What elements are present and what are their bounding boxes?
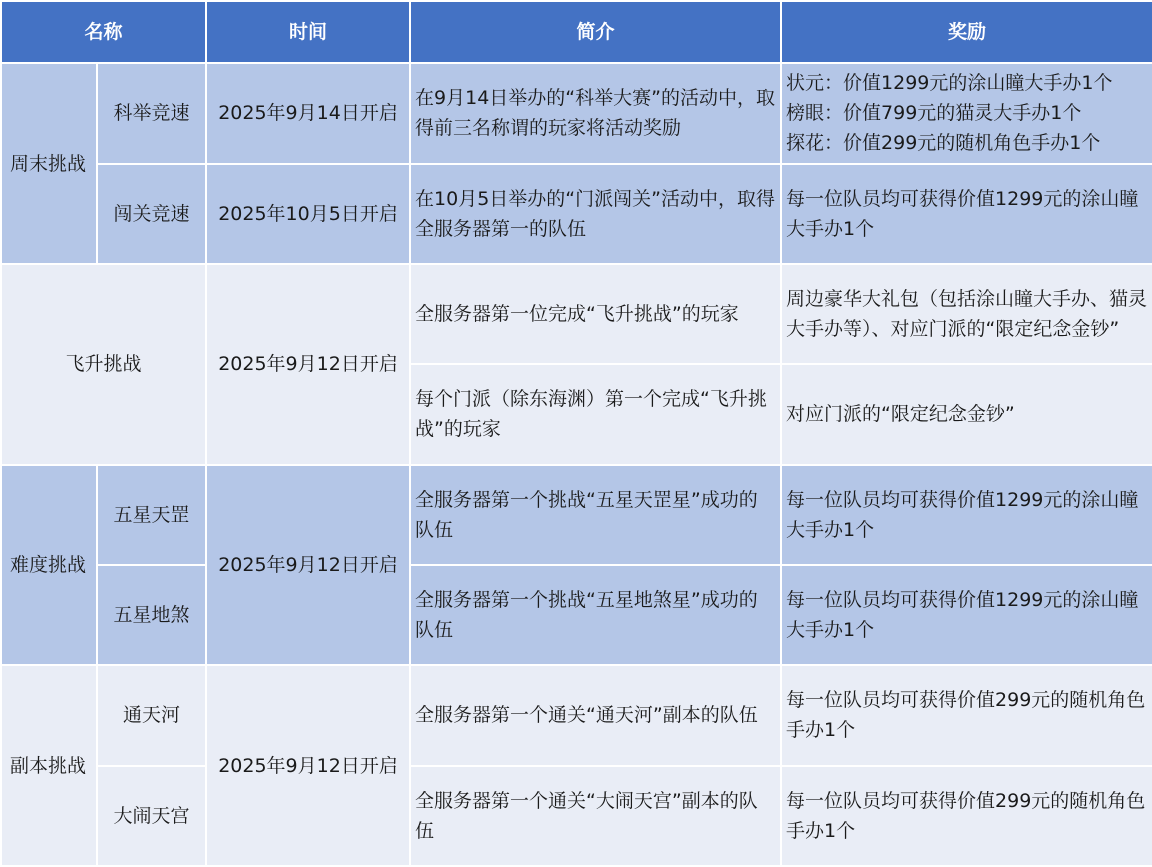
event-intro-disha: 全服务器第一个挑战“五星地煞星”成功的队伍 xyxy=(410,565,781,665)
event-intro-tongtianhe: 全服务器第一个通关“通天河”副本的队伍 xyxy=(410,665,781,765)
group-weekend: 周末挑战 xyxy=(1,63,97,264)
table-row xyxy=(1,565,1152,665)
table-row xyxy=(1,264,1152,364)
reward-line: 探花：价值299元的随机角色手办1个 xyxy=(786,132,1101,155)
group-difficulty: 难度挑战 xyxy=(1,465,97,666)
event-reward-disha: 每一位队员均可获得价值1299元的涂山瞳大手办1个 xyxy=(781,565,1152,665)
event-time-dungeon: 2025年9月12日开启 xyxy=(206,665,410,866)
event-intro-chuangguan: 在10月5日举办的“门派闯关”活动中，取得全服务器第一的队伍 xyxy=(410,164,781,264)
event-reward-feisheng-1: 周边豪华大礼包（包括涂山瞳大手办、猫灵大手办等）、对应门派的“限定纪念金钞” xyxy=(781,264,1152,364)
event-intro-keju: 在9月14日举办的“科举大赛”的活动中，取得前三名称谓的玩家将活动奖励 xyxy=(410,63,781,163)
event-name-chuangguan: 闯关竞速 xyxy=(97,164,206,264)
event-time-chuangguan: 2025年10月5日开启 xyxy=(206,164,410,264)
header-row xyxy=(1,1,1152,63)
group-feisheng: 飞升挑战 xyxy=(1,264,206,465)
event-name-disha: 五星地煞 xyxy=(97,565,206,665)
header-reward: 奖励 xyxy=(781,1,1152,63)
event-intro-feisheng-2: 每个门派（除东海渊）第一个完成“飞升挑战”的玩家 xyxy=(410,364,781,464)
event-reward-keju xyxy=(781,63,1152,163)
table-row xyxy=(1,63,1152,163)
event-reward-danaotiangong: 每一位队员均可获得价值299元的随机角色手办1个 xyxy=(781,766,1152,866)
group-dungeon: 副本挑战 xyxy=(1,665,97,866)
event-time-keju: 2025年9月14日开启 xyxy=(206,63,410,163)
event-name-tiangang: 五星天罡 xyxy=(97,465,206,565)
reward-line: 榜眼：价值799元的猫灵大手办1个 xyxy=(786,102,1082,125)
event-reward-tiangang: 每一位队员均可获得价值1299元的涂山瞳大手办1个 xyxy=(781,465,1152,565)
event-intro-tiangang: 全服务器第一个挑战“五星天罡星”成功的队伍 xyxy=(410,465,781,565)
event-time-feisheng: 2025年9月12日开启 xyxy=(206,264,410,465)
table-row xyxy=(1,766,1152,866)
event-name-keju: 科举竞速 xyxy=(97,63,206,163)
event-reward-feisheng-2: 对应门派的“限定纪念金钞” xyxy=(781,364,1152,464)
event-time-difficulty: 2025年9月12日开启 xyxy=(206,465,410,666)
event-intro-feisheng-1: 全服务器第一位完成“飞升挑战”的玩家 xyxy=(410,264,781,364)
event-reward-tongtianhe: 每一位队员均可获得价值299元的随机角色手办1个 xyxy=(781,665,1152,765)
event-reward-chuangguan: 每一位队员均可获得价值1299元的涂山瞳大手办1个 xyxy=(781,164,1152,264)
event-name-danaotiangong: 大闹天宫 xyxy=(97,766,206,866)
table-row xyxy=(1,665,1152,765)
table-row xyxy=(1,164,1152,264)
event-intro-danaotiangong: 全服务器第一个通关“大闹天宫”副本的队伍 xyxy=(410,766,781,866)
header-time: 时间 xyxy=(206,1,410,63)
event-name-tongtianhe: 通天河 xyxy=(97,665,206,765)
header-intro: 简介 xyxy=(410,1,781,63)
table-row xyxy=(1,465,1152,565)
reward-line: 状元：价值1299元的涂山瞳大手办1个 xyxy=(786,72,1113,95)
header-name: 名称 xyxy=(1,1,206,63)
